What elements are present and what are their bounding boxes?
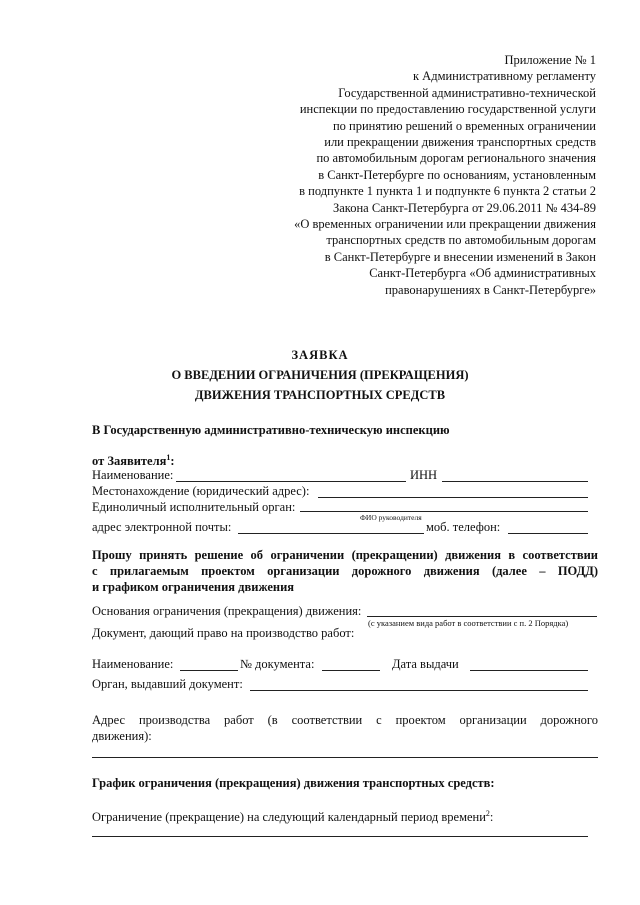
- appendix-line: правонарушениях в Санкт-Петербурге»: [385, 282, 596, 297]
- appendix-line: в подпункте 1 пункта 1 и подпункте 6 пункта 2 статьи 2: [299, 184, 596, 199]
- appendix-line: Приложение № 1: [504, 53, 596, 67]
- address-line-1: Адрес производства работ (в соответствии с проектом организации дорожного: [92, 713, 598, 727]
- inn-label: ИНН: [410, 468, 438, 482]
- period-field[interactable]: [92, 836, 588, 837]
- document-date-field[interactable]: [470, 670, 588, 671]
- document-label: Документ, дающий право на производство работ:: [92, 626, 355, 640]
- grounds-label: Основания ограничения (прекращения) движения:: [92, 604, 362, 618]
- email-label: адрес электронной почты:: [92, 520, 232, 534]
- document-number-field[interactable]: [322, 670, 380, 671]
- request-line-1: Прошу принять решение об ограничении (прекращении) движения в соответствии: [92, 548, 598, 562]
- appendix-line: к Административному регламенту: [412, 69, 596, 84]
- addressee: В Государственную административно-техническую инспекцию: [92, 423, 450, 437]
- title-line-2: О ВВЕДЕНИИ ОГРАНИЧЕНИЯ (ПРЕКРАЩЕНИЯ): [171, 368, 469, 382]
- document-issuer-label: Орган, выдавший документ:: [92, 677, 243, 691]
- appendix-line: транспортных средств по автомобильным дорогам: [326, 233, 596, 248]
- email-field[interactable]: [238, 533, 424, 534]
- appendix-line: Государственной административно-технической: [338, 85, 596, 100]
- period-label-text: Ограничение (прекращение) на следующий календарный период времени: [92, 810, 486, 825]
- appendix-header: [256, 52, 596, 298]
- appendix-line: по автомобильным дорогам регионального значения: [316, 151, 596, 166]
- head-caption: ФИО руководителя: [360, 513, 422, 522]
- period-label: [92, 809, 493, 825]
- inn-field[interactable]: [442, 481, 588, 482]
- phone-field[interactable]: [508, 533, 588, 534]
- name-label: Наименование:: [92, 468, 174, 482]
- grounds-field[interactable]: [367, 616, 597, 617]
- title-line-3: ДВИЖЕНИЯ ТРАНСПОРТНЫХ СРЕДСТВ: [194, 388, 446, 402]
- appendix-line: Закона Санкт-Петербурга от 29.06.2011 № 434-89: [332, 200, 596, 215]
- appendix-line: в Санкт-Петербурге по основаниям, установленным: [318, 167, 596, 182]
- applicant-heading: [92, 453, 175, 469]
- applicant-heading-colon: :: [170, 454, 175, 469]
- document-issuer-field[interactable]: [250, 690, 588, 691]
- request-line-3: и графиком ограничения движения: [92, 580, 295, 594]
- appendix-line: в Санкт-Петербурге и внесении изменений в Закон: [324, 249, 596, 264]
- phone-label: моб. телефон:: [426, 520, 501, 534]
- appendix-line: по принятию решений о временных ограничении: [332, 118, 596, 133]
- document-date-label: Дата выдачи: [392, 657, 459, 671]
- document-name-label: Наименование:: [92, 657, 174, 671]
- form-title: [0, 345, 640, 405]
- document-name-field[interactable]: [180, 670, 238, 671]
- title-line-1: ЗАЯВКА: [291, 348, 349, 362]
- appendix-line: или прекращении движения транспортных средств: [324, 135, 596, 150]
- footnote-1-mark: 1: [166, 453, 171, 462]
- schedule-heading: График ограничения (прекращения) движения транспортных средств:: [92, 776, 495, 790]
- head-field[interactable]: [300, 511, 588, 512]
- period-label-colon: :: [489, 810, 494, 825]
- address-line-2: движения):: [92, 729, 152, 743]
- address-field[interactable]: [92, 757, 598, 758]
- appendix-line: Санкт-Петербурга «Об административных: [369, 266, 596, 281]
- appendix-line: «О временных ограничении или прекращении движения: [294, 217, 596, 232]
- grounds-caption: (с указанием вида работ в соответствии с п. 2 Порядка): [368, 618, 569, 628]
- footnote-2-mark: 2: [485, 809, 490, 818]
- request-line-2: с прилагаемым проектом организации дорожного движения (далее – ПОДД): [92, 564, 598, 578]
- appendix-line: инспекции по предоставлению государственной услуги: [299, 102, 596, 117]
- head-label: Единоличный исполнительный орган:: [92, 500, 296, 514]
- location-field[interactable]: [318, 497, 588, 498]
- name-field[interactable]: [176, 481, 406, 482]
- location-label: Местонахождение (юридический адрес):: [92, 484, 310, 498]
- applicant-heading-text: от Заявителя: [92, 454, 167, 469]
- document-number-label: № документа:: [240, 657, 315, 671]
